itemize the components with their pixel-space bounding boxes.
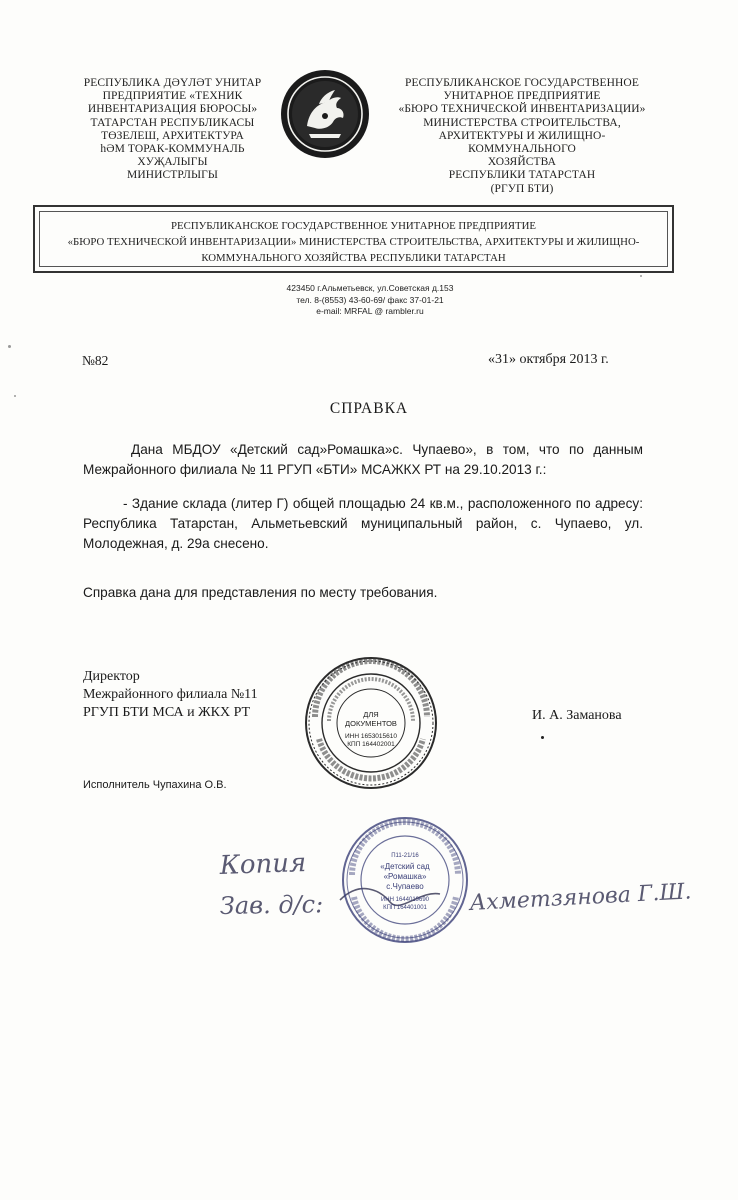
body-paragraph-building: - Здание склада (литер Г) общей площадью 24 кв.м., расположенного по адресу: Республика Татарстан, Альметьевский муниципальный район, с. Чупаево, ул. Молодежная, д. 29а снесено.: [83, 496, 643, 551]
stamp-text: П11-21/16: [391, 853, 419, 859]
banner-line: КОММУНАЛЬНОГО ХОЗЯЙСТВА РЕСПУБЛИКИ ТАТАРСТАН: [201, 252, 506, 264]
signature-position-line: РГУП БТИ МСА и ЖКХ РТ: [83, 705, 251, 720]
header-left-line: ИНВЕНТАРИЗАЦИЯ БЮРОСЫ»: [87, 103, 258, 116]
stamp-text: «Детский сад: [380, 862, 430, 871]
stamp-text: ДОКУМЕНТОВ: [345, 719, 397, 728]
header-right-line: ХОЗЯЙСТВА: [487, 156, 557, 169]
document-title: СПРАВКА: [329, 400, 409, 417]
header-right-line: РЕСПУБЛИКАНСКОЕ ГОСУДАРСТВЕННОЕ: [405, 77, 639, 89]
organization-banner: [33, 205, 674, 273]
ink-dot: [541, 736, 544, 739]
signature-position-line: Межрайонного филиала №11: [83, 687, 258, 702]
header-left-line: ХУҖАЛЫГЫ: [137, 156, 208, 169]
signature-block: [83, 668, 258, 722]
stamp-text: «Ромашка»: [383, 872, 427, 881]
address-line: 423450 г.Альметьевск, ул.Советская д.153: [286, 283, 454, 293]
stamp-text: КПП 164402001: [347, 741, 395, 748]
banner-line: «БЮРО ТЕХНИЧЕСКОЙ ИНВЕНТАРИЗАЦИИ» МИНИСТЕРСТВА СТРОИТЕЛЬСТВА, АРХИТЕКТУРЫ И ЖИЛИЩНО-: [67, 236, 640, 248]
body-paragraph-purpose: Справка дана для представления по месту требования.: [83, 585, 438, 600]
phone-line: тел. 8-(8553) 43-60-69/ факс 37-01-21: [296, 294, 444, 305]
header-right-russian: [392, 77, 652, 196]
header-right-line: АРХИТЕКТУРЫ И ЖИЛИЩНО-: [438, 129, 606, 142]
document-number: №82: [82, 353, 109, 368]
scan-speck: [8, 345, 11, 348]
header-right-line: УНИТАРНОЕ ПРЕДПРИЯТИЕ: [443, 90, 601, 103]
email-line: e-mail: MRFAL @ rambler.ru: [316, 306, 424, 316]
tatarstan-emblem-icon: [279, 68, 371, 160]
stamp-text: ИНН 1653015610: [344, 733, 398, 740]
header-left-tatar: [70, 77, 275, 183]
stamp-text: КПП 164401001: [383, 905, 427, 911]
contact-info: [200, 283, 540, 318]
header-right-line: МИНИСТЕРСТВА СТРОИТЕЛЬСТВА,: [423, 116, 621, 129]
organization-banner-inner: [39, 211, 668, 267]
handwriting-name: Ахметзянова Г.Ш.: [469, 879, 693, 916]
header-left-line: ПРЕДПРИЯТИЕ «ТЕХНИК: [102, 90, 243, 103]
signatory-name: И. А. Заманова: [532, 708, 622, 723]
header-right-line: «БЮРО ТЕХНИЧЕСКОЙ ИНВЕНТАРИЗАЦИИ»: [398, 103, 646, 116]
signature-position-line: Директор: [83, 669, 140, 684]
header-left-line: ТАТАРСТАН РЕСПУБЛИКАСЫ: [90, 116, 255, 129]
header-left-line: РЕСПУБЛИКА ДӘҮЛӘТ УНИТАР: [83, 77, 262, 89]
header-right-line: (РГУП БТИ): [490, 182, 554, 195]
scan-speck: [14, 395, 16, 397]
stamp-text: ДЛЯ: [363, 710, 379, 719]
header-left-line: МИНИСТРЛЫГЫ: [127, 169, 218, 182]
scan-speck: [640, 275, 642, 277]
executor: Исполнитель Чупахина О.В.: [83, 779, 227, 791]
stamp-text: ИНН 1644019690: [380, 897, 430, 903]
stamp-text: с.Чупаево: [386, 882, 424, 891]
handwriting-copy: Копия: [219, 847, 307, 881]
bti-round-stamp: [303, 655, 439, 791]
kindergarten-round-stamp: [340, 815, 470, 945]
handwriting-position: Зав. д/с:: [219, 890, 324, 920]
header-left-line: һӘМ ТОРАК-КОММУНАЛЬ: [100, 143, 245, 156]
banner-line: РЕСПУБЛИКАНСКОЕ ГОСУДАРСТВЕННОЕ УНИТАРНОЕ ПРЕДПРИЯТИЕ: [171, 220, 536, 232]
header-right-line: КОММУНАЛЬНОГО: [468, 143, 576, 156]
body-paragraph-intro: Дана МБДОУ «Детский сад»Ромашка»с. Чупаево», в том, что по данным Межрайонного филиала № 11 РГУП «БТИ» МСАЖКХ РТ на 29.10.2013 г.:: [83, 442, 643, 477]
document-date: «31» октября 2013 г.: [488, 352, 609, 367]
header-left-line: ТӨЗЕЛЕШ, АРХИТЕКТУРА: [101, 129, 244, 142]
header-right-line: РЕСПУБЛИКИ ТАТАРСТАН: [448, 169, 596, 182]
